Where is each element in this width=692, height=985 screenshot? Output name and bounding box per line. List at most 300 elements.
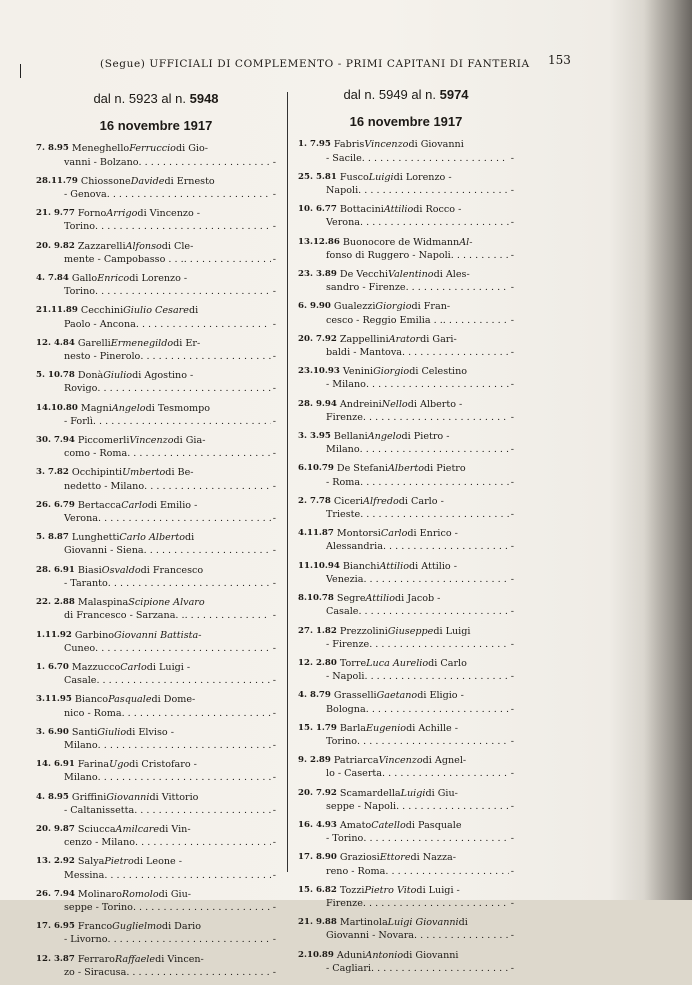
entry-line: [36, 285, 276, 298]
entry-record: [36, 466, 276, 492]
surname: Griffini: [71, 791, 107, 803]
given-name: Alfredo: [363, 495, 399, 507]
birth-date: 15. 1.79: [298, 722, 337, 733]
entry-record: [298, 171, 514, 197]
surname: Donà: [77, 370, 104, 382]
entry-record: [298, 333, 514, 359]
entry-line: [36, 175, 276, 188]
father-name: di Vincen-: [155, 953, 204, 965]
surname: Segre: [336, 593, 366, 605]
entry-line: [36, 318, 276, 331]
given-name: Al-: [459, 236, 473, 248]
entry-line: [36, 629, 276, 642]
given-name: Vincenzo: [129, 435, 174, 447]
entry-line: [36, 726, 276, 739]
entry-record: [36, 304, 276, 330]
leader-dots: [366, 703, 509, 716]
father-name: di Cle-: [161, 240, 194, 252]
leader-dots: [382, 767, 509, 780]
leader-dots: [122, 707, 271, 720]
leader-dots: [96, 674, 270, 687]
surname: Bottacini: [339, 204, 384, 216]
birth-date: 17. 8.90: [298, 852, 337, 863]
father-name: di Francesco: [140, 564, 204, 576]
entry-line: [298, 281, 514, 294]
leader-dots: [107, 188, 271, 201]
leader-dash: -: [272, 901, 276, 913]
column-divider: [287, 92, 288, 872]
leader-dash: -: [272, 707, 276, 719]
birth-date: 2.10.89: [298, 949, 334, 960]
leader-dots: [360, 216, 509, 229]
leader-dots: [385, 865, 508, 878]
given-name: Angelo: [111, 402, 146, 414]
birth-date: 28.11.79: [36, 175, 78, 186]
birthplace: Torino: [64, 286, 96, 298]
leader-dots: [360, 508, 509, 521]
surname: Salya: [77, 856, 105, 868]
entry-line: [298, 657, 514, 670]
entry-line: [36, 855, 276, 868]
given-name: Vincenzo: [364, 139, 409, 151]
entry-line: [36, 142, 276, 155]
leader-dots: [360, 443, 509, 456]
birth-date: 21.11.89: [36, 305, 78, 316]
surname: Mazzucco: [71, 661, 121, 673]
entry-record: [36, 499, 276, 525]
entry-record: [36, 596, 276, 622]
entry-line: [36, 434, 276, 447]
father-name: di Luigi -: [146, 661, 191, 673]
surname: Ciceri: [333, 495, 364, 507]
surname: Buonocore de Widmann: [342, 236, 460, 248]
leader-dash: -: [272, 480, 276, 492]
entry-line: [298, 767, 514, 780]
leader-dots: [362, 152, 509, 165]
birthplace: lo - Caserta: [326, 768, 383, 780]
birthplace: cesco - Reggio Emilia . .: [326, 314, 443, 326]
leader-dots: [414, 929, 509, 942]
entry-line: [298, 476, 514, 489]
leader-dash: -: [510, 476, 514, 488]
leader-dash: -: [272, 383, 276, 395]
entry-line: [298, 236, 514, 249]
given-name: Attilio: [383, 204, 414, 216]
given-name: Attilio: [379, 560, 409, 572]
leader-dash: -: [510, 282, 514, 294]
birth-date: 13.12.86: [298, 236, 340, 247]
leader-dots: [136, 318, 271, 331]
left-date-heading: 16 novembre 1917: [99, 118, 213, 134]
entry-line: [298, 527, 514, 540]
given-name: Amilcare: [115, 823, 160, 835]
surname: De Stefani: [336, 463, 388, 475]
given-name: Nello: [381, 398, 408, 410]
entry-line: [36, 693, 276, 706]
entry-record: [298, 819, 514, 845]
birthplace: cenzo - Milano: [64, 837, 136, 849]
entry-record: [298, 268, 514, 294]
surname: Patriarca: [333, 755, 379, 767]
father-name: di: [185, 532, 195, 544]
surname: Occhipinti: [71, 467, 123, 479]
entry-line: [298, 495, 514, 508]
entry-record: [36, 142, 276, 168]
father-name: di Agnel-: [422, 755, 467, 767]
entry-record: [36, 953, 276, 979]
given-name: Giulio Cesare: [123, 305, 189, 317]
entry-record: [298, 851, 514, 877]
entry-line: [298, 884, 514, 897]
leader-dash: -: [272, 837, 276, 849]
surname: Andreini: [339, 398, 382, 410]
entry-line: [36, 920, 276, 933]
entry-record: [298, 689, 514, 715]
entry-line: [36, 791, 276, 804]
given-name: Alberto: [387, 463, 424, 475]
entry-line: [36, 415, 276, 428]
entry-record: [36, 175, 276, 201]
birthplace: Milano: [64, 739, 98, 751]
margin-mark: [20, 64, 21, 78]
given-name: Enrico: [97, 273, 130, 285]
surname: De Vecchi: [339, 269, 389, 281]
birthplace: - Napoli: [326, 671, 365, 683]
surname: Lunghetti: [71, 532, 120, 544]
surname: Bianchi: [342, 560, 380, 572]
birth-date: 28. 6.91: [36, 564, 75, 575]
right-column: [298, 88, 514, 981]
given-name: Pietro Vito: [364, 884, 417, 896]
entry-record: [298, 495, 514, 521]
father-name: di Fran-: [411, 301, 451, 313]
entry-line: [36, 869, 276, 882]
entry-record: [298, 916, 514, 942]
entry-line: [298, 268, 514, 281]
leader-dash: -: [272, 934, 276, 946]
entry-record: [36, 531, 276, 557]
entry-line: [298, 378, 514, 391]
entry-line: [298, 800, 514, 813]
father-name: di Nazza-: [410, 852, 456, 864]
leader-dash: -: [272, 189, 276, 201]
birth-date: 14. 6.91: [36, 759, 75, 770]
surname: Malaspina: [77, 597, 129, 609]
surname: Barla: [339, 722, 367, 734]
entry-record: [298, 722, 514, 748]
leader-dash: -: [510, 671, 514, 683]
surname: Garbino: [74, 629, 115, 641]
entry-line: [36, 888, 276, 901]
birth-date: 26. 7.94: [36, 888, 75, 899]
entry-line: [36, 933, 276, 946]
surname: Forno: [77, 208, 107, 220]
birth-date: 23.10.93: [298, 366, 340, 377]
entry-record: [36, 207, 276, 233]
leader-dots: [140, 350, 270, 363]
leader-dots: [383, 540, 509, 553]
entry-record: [36, 629, 276, 655]
birth-date: 1. 6.70: [36, 661, 69, 672]
entry-line: [36, 512, 276, 525]
surname: Sciucca: [77, 823, 116, 835]
leader-dash: -: [510, 249, 514, 261]
entry-line: [36, 771, 276, 784]
birth-date: 14.10.80: [36, 402, 78, 413]
left-range-heading: [36, 92, 276, 105]
birthplace: - Firenze: [326, 638, 370, 650]
entry-line: [298, 443, 514, 456]
birthplace: Messina: [64, 869, 105, 881]
given-name: Giorgio: [373, 366, 410, 378]
father-name: di: [188, 305, 199, 317]
leader-dash: -: [272, 577, 276, 589]
leader-dots: [98, 512, 271, 525]
entry-line: [298, 430, 514, 443]
surname: Grasselli: [333, 690, 377, 702]
birthplace: baldi - Mantova: [326, 347, 402, 359]
leader-dots: [360, 476, 509, 489]
right-range-end: 5974: [439, 87, 469, 102]
leader-dots: [402, 346, 509, 359]
entry-line: [36, 253, 276, 266]
birthplace: - Taranto: [64, 577, 108, 589]
surname: Montorsi: [336, 528, 381, 540]
birth-date: 30. 7.94: [36, 435, 75, 446]
entry-line: [36, 596, 276, 609]
given-name: Scipione Alvaro: [128, 597, 205, 609]
father-name: di Dario: [161, 921, 202, 933]
entry-line: [36, 642, 276, 655]
entry-line: [298, 216, 514, 229]
leader-dots: [363, 573, 508, 586]
surname: Bellani: [333, 431, 368, 443]
given-name: Romolo: [121, 888, 159, 900]
given-name: Carlo: [120, 661, 147, 673]
given-name: Giulio: [97, 726, 127, 738]
entry-line: [36, 953, 276, 966]
entry-line: [298, 735, 514, 748]
leader-dash: -: [510, 638, 514, 650]
entry-line: [298, 897, 514, 910]
entry-line: [298, 592, 514, 605]
leader-dash: -: [272, 221, 276, 233]
entry-line: [298, 670, 514, 683]
given-name: Osvaldo: [101, 564, 141, 576]
entry-line: [298, 333, 514, 346]
surname: Zappellini: [339, 333, 389, 345]
leader-dots: [98, 771, 271, 784]
entry-record: [36, 661, 276, 687]
entry-line: [298, 754, 514, 767]
father-name: di Carlo -: [398, 495, 444, 507]
birthplace: Torino: [64, 221, 96, 233]
given-name: Carlo: [121, 499, 148, 511]
birthplace: Giovanni - Novara: [326, 930, 415, 942]
entry-line: [298, 638, 514, 651]
entry-line: [36, 156, 276, 169]
birthplace: nedetto - Milano: [64, 480, 145, 492]
leader-dash: -: [510, 930, 514, 942]
given-name: Arrigo: [106, 208, 138, 220]
birthplace: Napoli: [326, 185, 359, 197]
birth-date: 27. 1.82: [298, 625, 337, 636]
entry-line: [298, 540, 514, 553]
running-header: (Segue) UFFICIALI DI COMPLEMENTO - PRIMI CAPITANI DI FANTERIA: [100, 58, 530, 70]
entry-record: [298, 625, 514, 651]
father-name: di Giovanni: [408, 139, 464, 151]
birth-date: 25. 5.81: [298, 171, 337, 182]
left-range-end: 5948: [189, 91, 219, 106]
birthplace: Milano: [64, 772, 98, 784]
entry-line: [298, 398, 514, 411]
entry-line: [298, 573, 514, 586]
entry-line: [298, 411, 514, 424]
entry-line: [36, 369, 276, 382]
birth-date: 9. 2.89: [298, 755, 331, 766]
entry-line: [36, 661, 276, 674]
leader-dash: -: [272, 869, 276, 881]
birth-date: 10. 6.77: [298, 204, 337, 215]
father-name: di Vin-: [159, 823, 191, 835]
entry-record: [298, 430, 514, 456]
leader-dash: -: [510, 606, 514, 618]
leader-dash: -: [272, 966, 276, 978]
given-name: Gaetano: [376, 690, 418, 702]
left-entry-list: [36, 142, 276, 979]
father-name: di Gio-: [175, 143, 208, 155]
birthplace: - Forlì: [64, 415, 93, 427]
father-name: di Gari-: [420, 333, 457, 345]
given-name: Guglielmo: [112, 921, 162, 933]
given-name: Ferruccio: [129, 143, 176, 155]
leader-dots: [363, 832, 508, 845]
entry-record: [298, 657, 514, 683]
father-name: di Luigi -: [416, 884, 460, 896]
birthplace: - Livorno: [64, 934, 108, 946]
right-range-heading: [298, 88, 514, 101]
leader-dash: -: [510, 152, 514, 164]
leader-dots: [95, 285, 271, 298]
given-name: Arator: [388, 333, 421, 345]
birth-date: 16. 4.93: [298, 819, 337, 830]
father-name: di Vincenzo -: [137, 208, 201, 220]
leader-dash: -: [510, 541, 514, 553]
father-name: di Lorenzo -: [129, 273, 188, 285]
birth-date: 17. 6.95: [36, 921, 75, 932]
father-name: di Carlo: [428, 657, 467, 669]
leader-dots: [95, 220, 271, 233]
birth-date: 21. 9.88: [298, 917, 337, 928]
entry-line: [298, 462, 514, 475]
entry-record: [36, 823, 276, 849]
entry-record: [298, 300, 514, 326]
surname: Torre: [339, 657, 367, 669]
surname: Scamardella: [339, 787, 401, 799]
entry-record: [298, 398, 514, 424]
surname: Chiossone: [80, 175, 131, 187]
leader-dots: [144, 544, 271, 557]
leader-dots: [95, 642, 271, 655]
leader-dash: -: [272, 513, 276, 525]
entry-line: [298, 171, 514, 184]
birthplace: Firenze: [326, 411, 363, 423]
right-date-heading: 16 novembre 1917: [349, 114, 463, 130]
entry-line: [298, 722, 514, 735]
entry-line: [36, 707, 276, 720]
birthplace: Alessandria: [326, 541, 383, 553]
father-name: di Luigi: [433, 625, 471, 637]
father-name: di Pietro: [423, 463, 466, 475]
birth-date: 6.10.79: [298, 463, 334, 474]
birth-date: 2. 7.78: [298, 495, 331, 506]
leader-dots: [127, 447, 271, 460]
birthplace: Giovanni - Siena: [64, 545, 144, 557]
leader-dots: [135, 836, 271, 849]
birthplace: - Roma: [326, 476, 361, 488]
birthplace: fonso di Ruggero - Napoli: [326, 249, 451, 261]
birthplace: Venezia: [326, 573, 364, 585]
surname: Gallo: [71, 273, 98, 285]
leader-dash: -: [272, 351, 276, 363]
birthplace: nico - Roma: [64, 707, 122, 719]
birthplace: Verona: [64, 513, 98, 525]
leader-dots: [396, 800, 509, 813]
leader-dash: -: [272, 156, 276, 168]
leader-dots: [107, 933, 270, 946]
leader-dots: [358, 184, 509, 197]
entry-line: [36, 901, 276, 914]
birth-date: 6. 9.90: [298, 301, 331, 312]
entry-line: [36, 544, 276, 557]
given-name: Antonio: [365, 949, 404, 961]
given-name: Catello: [371, 819, 406, 831]
leader-dash: -: [510, 833, 514, 845]
leader-dots: [357, 735, 509, 748]
father-name: di Giu-: [158, 888, 192, 900]
birthplace: - Sacile: [326, 152, 362, 164]
entry-record: [36, 693, 276, 719]
surname: Zazzarelli: [77, 240, 126, 252]
leader-dots: [139, 156, 271, 169]
entry-line: [298, 346, 514, 359]
birthplace: Milano: [326, 444, 360, 456]
given-name: Alfonso: [125, 240, 162, 252]
father-name: di Emilio -: [147, 499, 198, 511]
entry-record: [298, 138, 514, 164]
surname: Bertacca: [77, 499, 122, 511]
entry-line: [36, 966, 276, 979]
entry-line: [298, 689, 514, 702]
entry-line: [36, 674, 276, 687]
birthplace: di Francesco - Sarzana. .: [64, 610, 185, 622]
entry-line: [298, 865, 514, 878]
given-name: Luigi: [400, 787, 426, 799]
given-name: Giorgio: [375, 301, 412, 313]
father-name: di: [458, 917, 468, 929]
entry-line: [36, 531, 276, 544]
left-column: [36, 92, 276, 985]
entry-record: [36, 791, 276, 817]
entry-record: [36, 855, 276, 881]
binding-shadow: [644, 0, 692, 900]
entry-line: [298, 300, 514, 313]
entry-line: [298, 929, 514, 942]
entry-line: [36, 466, 276, 479]
entry-line: [298, 249, 514, 262]
birth-date: 26. 6.79: [36, 499, 75, 510]
birth-date: 20. 7.92: [298, 333, 337, 344]
